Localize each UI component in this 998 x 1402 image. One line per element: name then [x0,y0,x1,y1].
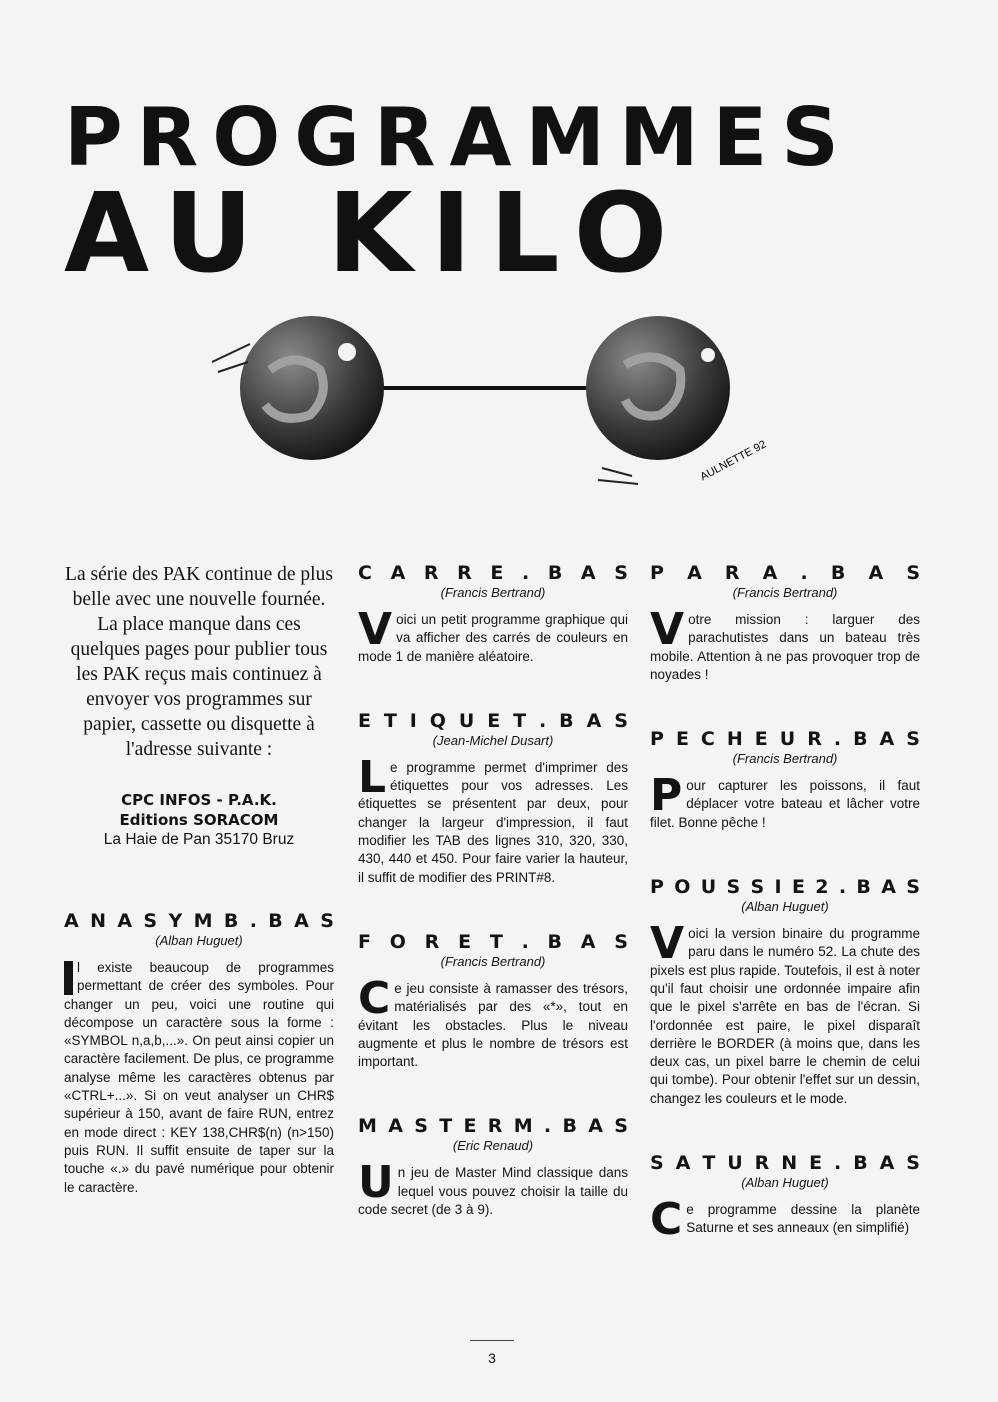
title-letter: E [754,728,768,751]
title-letter: A [390,562,406,584]
title-letter: E [358,709,371,732]
article-title [64,910,334,932]
title-letter: S [906,876,920,899]
title-letter: A [879,728,895,751]
title-letter: C [358,562,372,584]
title-letter: B [562,1115,577,1138]
title-letter: T [383,709,397,732]
article-author: (Eric Renaud) [452,1138,534,1154]
title-letter: M [513,1115,533,1138]
article-saturne [650,1152,920,1246]
article-body: Ce programme dessine la planète Saturne et ses anneaux (en simplifié) [650,1194,920,1246]
title-letter: . [834,1152,842,1175]
title-letter: Q [429,709,446,732]
article-title [358,1115,628,1137]
title-letter: M [193,910,213,932]
title-letter: B [268,910,283,932]
title-letter: E [458,930,472,953]
title-letter: . [833,728,842,751]
drop-cap: V [650,918,685,970]
artist-signature: AULNETTE 92 [698,438,769,484]
footer-rule [470,1340,514,1341]
drop-cap: L [358,751,387,803]
title-letter: R [807,728,822,751]
title-letter: 2 [815,876,829,899]
title-letter: B [853,728,868,751]
title-letter: S [726,876,741,899]
drop-cap: V [650,604,685,655]
title-letter: M [358,1115,377,1138]
drop-cap: C [358,972,391,1024]
article-carre [358,562,628,666]
title-letter: . [800,562,808,584]
column-3 [650,562,920,1282]
page-number: 3 [488,1350,496,1366]
title-letter: T [702,1152,716,1175]
column-1 [64,562,334,1241]
title-letter: . [539,709,547,732]
title-letter: I [774,876,782,899]
title-letter: E [675,728,689,751]
intro-text: La série des PAK continue de plus belle avec une nouvelle fournée. La place manque dans ces quelques pages pour publier tous les PAK reçus mais continuez à envoyer vos programmes sur papier, cassette ou disquette à l'adresse suivante : [65,564,333,760]
drop-cap: U [358,1157,394,1209]
headline-line-1: PROGRAMMES [64,91,853,184]
drop-cap: V [358,604,393,655]
article-para [650,562,920,684]
title-letter: E [487,709,501,732]
drop-cap [64,961,73,995]
title-letter: E [490,562,504,584]
title-letter: A [879,1152,895,1175]
title-letter: O [674,876,691,899]
title-letter: S [614,930,628,953]
article-body: Voici un petit programme graphique qui va afficher des carrés de couleurs en mode 1 de manière aléatoire. [358,604,628,664]
article-author: (Alban Huguet) [155,933,243,948]
title-letter: S [906,1152,920,1175]
article-pecheur [650,728,920,832]
title-letter: A [675,1152,691,1175]
title-letter: S [143,910,158,932]
column-2 [358,562,628,1263]
title-letter: P [650,728,664,751]
title-letter: A [294,910,309,932]
address-line-1: CPC INFOS - P.A.K. [121,791,277,809]
title-letter: Y [168,910,183,932]
title-letter: U [458,709,475,732]
article-body: Un jeu de Master Mind classique dans lequel vous pouvez choisir la taille du code secret (de 3 à 9). [358,1157,628,1218]
article-title [650,562,920,584]
title-letter: S [750,876,765,899]
title-letter: A [868,562,884,584]
title-letter: T [513,709,527,732]
title-letter: C [700,728,715,751]
molecule-illustration [200,300,800,530]
title-letter: T [489,930,503,953]
article-title [358,710,628,732]
title-letter: E [791,876,805,899]
title-letter: S [906,562,920,584]
article-etiquet [358,710,628,887]
title-letter: . [521,562,530,584]
title-letter: A [762,562,778,584]
title-letter: B [547,562,563,584]
title-letter: S [320,910,334,932]
title-letter: S [614,562,628,584]
article-author: (Francis Bertrand) [732,751,838,767]
title-letter: B [559,709,574,732]
article-author: (Alban Huguet) [741,899,829,915]
title-letter: N [781,1152,798,1175]
title-letter: A [687,562,702,584]
title-letter: U [779,728,796,751]
address-line-2: Editions SORACOM [119,811,279,829]
article-title [650,1152,920,1174]
article-body: l existe beaucoup de programmes permettant de créer des symboles. Pour changer un peu, voici une routine qui décompose un caractère sous la forme : «SYMBOL n,a,b,...». On peut ainsi copier un caractère facilement. De plus, ce programme analyse même les caractères obtenus par «CTRL+...». Si on veut analyser un CHR$ supérieur à 150, avant de faire RUN, entrez en mode direct : KEY 138,CHR$(n) (n>150) puis RUN. Il suffit ensuite de taper sur la touche «.» du pavé numérique pour obtenir le caractère. [64,960,334,1195]
title-letter: . [838,876,847,899]
title-letter: A [580,562,596,584]
address-line-3: La Haie de Pan 35170 Bruz [103,831,295,848]
title-letter: P [650,562,664,584]
article-body: Votre mission : larguer des parachutistes dans un bateau très mobile. Attention à ne pas provoquer trop de noyades ! [650,604,920,682]
article-author: (Jean-Michel Dusart) [432,732,554,748]
title-letter: B [830,562,846,584]
article-masterm [358,1115,628,1219]
title-letter: I [409,709,417,732]
article-body: Voici la version binaire du programme paru dans le numéro 52. La chute des pixels est plus rapide. Toutefois, il est à noter qu'il faut choisir une ordonnée impaire afin que le pixel s'arrête en bas de l'écran. Si l'ordonnée est paire, le pixel disparaît derrière le BORDER (à moins que, dans les deux cas, un pixel barre le chemin de celui qui tombe). Pour obtenir l'effet sur un dessin, changez les couleurs et le mode. [650,918,920,1106]
title-letter: A [388,1115,403,1138]
article-author: (Francis Bertrand) [440,585,546,600]
title-letter: B [856,876,871,899]
title-letter: A [117,910,133,932]
title-letter: S [614,709,628,732]
title-letter: R [424,930,440,953]
title-letter: R [487,1115,503,1138]
title-letter: P [650,876,664,899]
headline-line-2: AU KILO [64,169,686,297]
title-letter: N [90,910,106,932]
title-letter: A [580,930,596,953]
title-letter: R [423,562,439,584]
title-letter: U [727,1152,743,1175]
title-letter: A [881,876,896,899]
title-letter: S [414,1115,428,1138]
title-letter: R [457,562,472,584]
article-author: (Francis Bertrand) [732,585,838,600]
title-letter: A [588,1115,603,1138]
article-title [358,931,628,953]
title-letter: B [547,930,563,953]
title-letter: R [754,1152,770,1175]
article-anasymb [64,910,334,1197]
title-letter: A [586,709,602,732]
title-letter: R [724,562,740,584]
article-title [358,562,628,584]
article-title [650,876,920,898]
title-letter: U [700,876,717,899]
article-foret [358,931,628,1071]
title-letter: . [521,930,529,953]
article-poussie2 [650,876,920,1108]
title-letter: S [906,728,920,751]
article-body: Ce jeu consiste à ramasser des trésors, matérialisés par des «*», tout en évitant les obstacles. Plus le niveau augmente et plus le nombre de trésors est important. [358,972,628,1070]
article-author: (Alban Huguet) [741,1175,829,1191]
title-letter: O [389,930,406,953]
title-letter: B [223,910,239,932]
article-title [650,728,920,750]
title-letter: E [809,1152,823,1175]
title-letter: . [249,910,257,932]
title-letter: S [650,1152,664,1175]
title-letter: F [358,930,371,953]
article-author: (Francis Bertrand) [440,953,546,969]
title-letter: B [853,1152,868,1175]
title-letter: H [726,728,743,751]
article-body: Pour capturer les poissons, il faut déplacer votre bateau et lâcher votre filet. Bonne pêche ! [650,770,920,830]
title-letter: S [614,1115,628,1138]
title-letter: . [543,1115,552,1138]
title-letter: A [64,910,79,932]
drop-cap: C [650,1194,683,1246]
article-body: Le programme permet d'imprimer des étiquettes pour vos adresses. Les étiquettes se présentent par deux, pour changer la largeur d'impression, il faut modifier les TAB des lignes 310, 320, 330, 430, 440 et 450. Pour faire varier la hauteur, il suffit de modifier des PRINT#8. [358,751,628,885]
title-letter: E [463,1115,477,1138]
drop-cap: P [650,770,683,822]
address-block [64,790,334,850]
title-letter: T [439,1115,453,1138]
